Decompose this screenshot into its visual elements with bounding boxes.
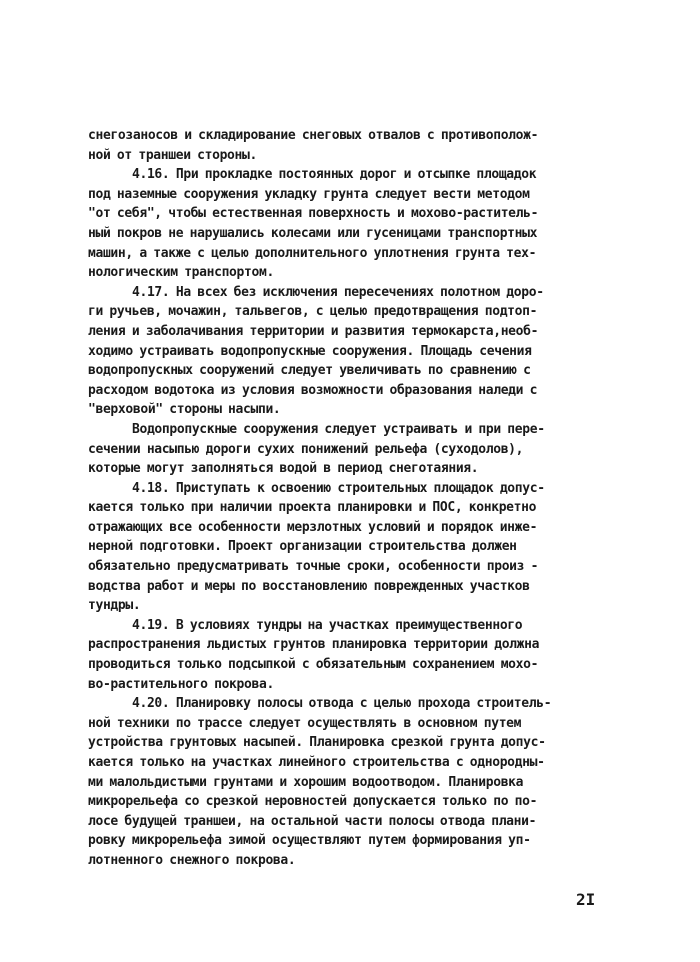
text-line: 4.19. В условиях тундры на участках преимущественного (132, 617, 523, 633)
text-line: ной техники по трассе следует осуществлять в основном путем (88, 715, 522, 731)
text-line: "верховой" стороны насыпи. (88, 402, 281, 418)
text-line: ми малольдистыми грунтами и хорошим водоотводом. Планировка (88, 774, 524, 790)
text-line: проводиться только подсыпкой с обязательным сохранением мохо- (88, 657, 539, 673)
text-line: под наземные сооружения укладку грунта следует вести методом (88, 186, 530, 202)
text-line: 4.20. Планировку полосы отвода с целью прохода строитель- (132, 696, 552, 712)
text-line: обязательно предусматривать точные сроки, особенности произ - (88, 559, 539, 575)
text-line: снегозаносов и складирование снеговых отвалов с противополож- (88, 128, 539, 143)
text-line: кается только при наличии проекта планировки и ПОС, конкретно (88, 500, 537, 516)
text-line: ления и заболачивания территории и развития термокарста,необ- (88, 323, 539, 339)
text-line: "от себя", чтобы естественная поверхность и моховo-раститель- (88, 206, 539, 222)
text-line: лотненного снежного покрова. (88, 852, 296, 868)
text-line: Водопропускные сооружения следует устраивать и при пере- (132, 421, 545, 437)
text-line: устройства грунтовых насыпей. Планировка срезкой грунта допус- (88, 735, 546, 751)
text-line: отражающих все особенности мерзлотных условий и порядок инже- (88, 519, 538, 535)
text-line: во-растительного покрова. (88, 676, 274, 692)
text-line: водопропускных сооружений следует увеличивать по сравнению с (88, 363, 531, 379)
text-line: распространения льдистых грунтов планировка территории должна (88, 637, 540, 653)
text-line: водства работ и меры по восстановлению поврежденных участков (88, 578, 530, 594)
text-line: нологическим транспортом. (88, 265, 274, 281)
text-line: машин, а также с целью дополнительного уплотнения грунта тех- (88, 245, 537, 261)
text-line: ги ручьев, мочажин, тальвегов, с целью предотвращения подтоп- (88, 304, 538, 320)
text-line: лосе будущей траншеи, на остальной части полосы отвода плани- (88, 813, 537, 829)
body-text (88, 126, 648, 871)
text-line: ходимо устраивать водопропускные сооружения. Площадь сечения (88, 343, 532, 359)
text-line: ный покров не нарушались колесами или гусеницами транспортных (88, 225, 538, 241)
text-line: 4.17. На всех без исключения пересечениях полотном доро- (132, 284, 544, 300)
text-line: 4.16. При прокладке постоянных дорог и отсыпке площадок (132, 167, 537, 183)
text-line: нерной подготовки. Проект организации строительства должен (88, 539, 517, 555)
text-line: ровку микрорельефа зимой осуществляют путем формирования уп- (88, 833, 531, 849)
page-number: 2I (576, 890, 596, 909)
text-line: которые могут заполняться водой в период снеготаяния. (88, 461, 479, 477)
text-line: 4.18. Приступать к освоению строительных площадок допус- (132, 480, 545, 496)
text-line: расходом водотока из условия возможности образования наледи с (88, 382, 538, 398)
text-line: тундры. (88, 598, 141, 614)
text-line: сечении насыпью дороги сухих понижений рельефа (суходолов), (88, 441, 524, 457)
text-line: кается только на участках линейного строительства с однородны- (88, 755, 545, 770)
text-line: ной от траншеи стороны. (88, 147, 257, 163)
text-line: микрорельефа со срезкой неровностей допускается только по по- (88, 794, 538, 810)
